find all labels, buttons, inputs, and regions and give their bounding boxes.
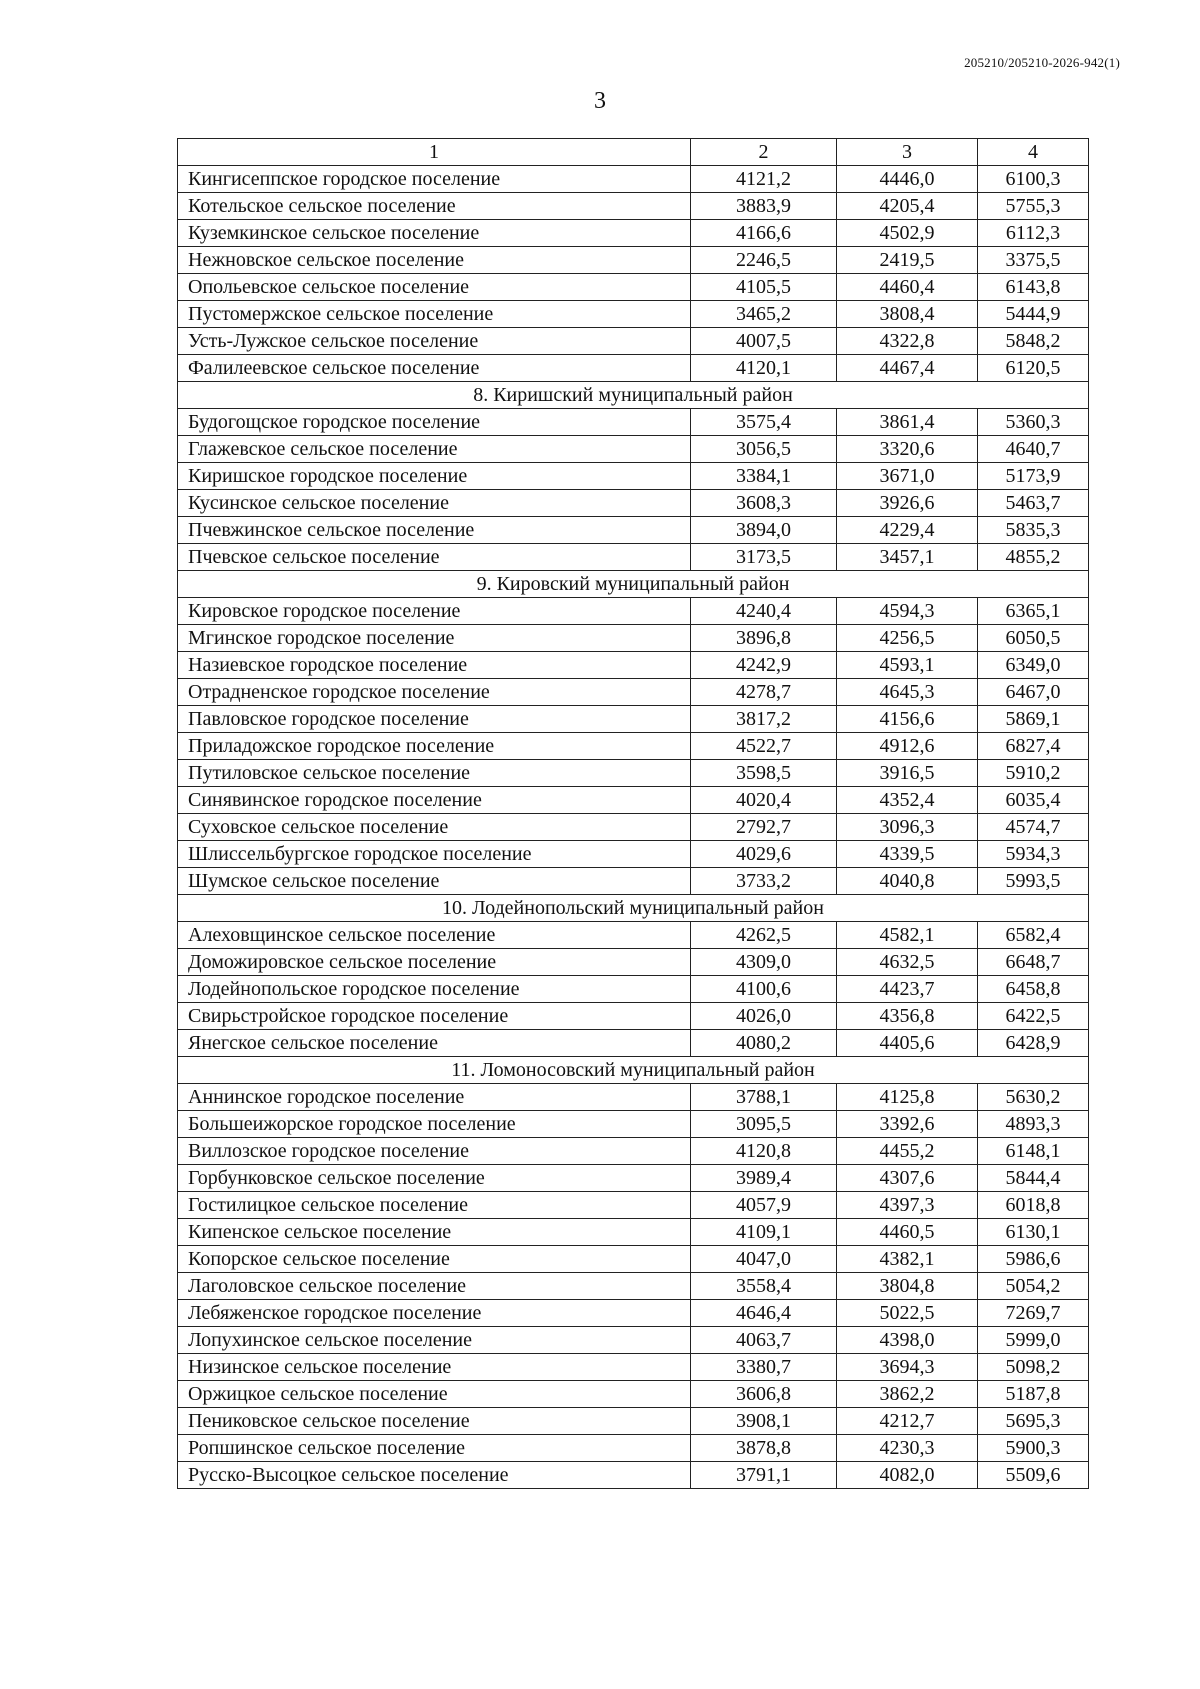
value-col-4-cell: 5993,5	[978, 868, 1089, 895]
value-col-4-cell: 6827,4	[978, 733, 1089, 760]
settlement-name-cell: Отрадненское городское поселение	[178, 679, 691, 706]
value-col-4-cell: 5986,6	[978, 1246, 1089, 1273]
value-col-3-cell: 4912,6	[837, 733, 978, 760]
value-col-2-cell: 2246,5	[691, 247, 837, 274]
value-col-3-cell: 3862,2	[837, 1381, 978, 1408]
value-col-3-cell: 4256,5	[837, 625, 978, 652]
section-row	[178, 895, 1089, 922]
value-col-2-cell: 4047,0	[691, 1246, 837, 1273]
value-col-2-cell: 2792,7	[691, 814, 837, 841]
value-col-2-cell: 3608,3	[691, 490, 837, 517]
value-col-3-cell: 4460,4	[837, 274, 978, 301]
table-row	[178, 1246, 1089, 1273]
settlement-name-cell: Свирьстройское городское поселение	[178, 1003, 691, 1030]
value-col-4-cell: 6035,4	[978, 787, 1089, 814]
settlement-name-cell: Синявинское городское поселение	[178, 787, 691, 814]
value-col-3-cell: 4460,5	[837, 1219, 978, 1246]
settlement-name-cell: Лопухинское сельское поселение	[178, 1327, 691, 1354]
value-col-4-cell: 5869,1	[978, 706, 1089, 733]
settlement-name-cell: Пчевское сельское поселение	[178, 544, 691, 571]
value-col-2-cell: 3894,0	[691, 517, 837, 544]
settlement-name-cell: Большеижорское городское поселение	[178, 1111, 691, 1138]
value-col-2-cell: 3173,5	[691, 544, 837, 571]
settlement-name-cell: Киришское городское поселение	[178, 463, 691, 490]
table-row	[178, 220, 1089, 247]
value-col-3-cell: 4645,3	[837, 679, 978, 706]
value-col-3-cell: 4593,1	[837, 652, 978, 679]
value-col-2-cell: 3878,8	[691, 1435, 837, 1462]
table-row	[178, 328, 1089, 355]
table-row	[178, 922, 1089, 949]
table-row	[178, 436, 1089, 463]
value-col-3-cell: 4397,3	[837, 1192, 978, 1219]
value-col-4-cell: 5054,2	[978, 1273, 1089, 1300]
settlement-name-cell: Усть-Лужское сельское поселение	[178, 328, 691, 355]
value-col-4-cell: 5910,2	[978, 760, 1089, 787]
value-col-3-cell: 4405,6	[837, 1030, 978, 1057]
value-col-4-cell: 6143,8	[978, 274, 1089, 301]
table-row	[178, 274, 1089, 301]
settlement-name-cell: Аннинское городское поселение	[178, 1084, 691, 1111]
settlement-name-cell: Нежновское сельское поселение	[178, 247, 691, 274]
value-col-2-cell: 4120,1	[691, 355, 837, 382]
value-col-4-cell: 6422,5	[978, 1003, 1089, 1030]
value-col-3-cell: 4307,6	[837, 1165, 978, 1192]
value-col-4-cell: 5173,9	[978, 463, 1089, 490]
settlement-name-cell: Шумское сельское поселение	[178, 868, 691, 895]
value-col-3-cell: 4455,2	[837, 1138, 978, 1165]
value-col-2-cell: 4026,0	[691, 1003, 837, 1030]
value-col-4-cell: 5444,9	[978, 301, 1089, 328]
value-col-2-cell: 3380,7	[691, 1354, 837, 1381]
value-col-4-cell: 5360,3	[978, 409, 1089, 436]
value-col-2-cell: 4007,5	[691, 328, 837, 355]
value-col-3-cell: 4382,1	[837, 1246, 978, 1273]
table-row	[178, 1300, 1089, 1327]
value-col-3-cell: 3392,6	[837, 1111, 978, 1138]
table-row	[178, 1435, 1089, 1462]
value-col-3-cell: 4502,9	[837, 220, 978, 247]
value-col-2-cell: 4309,0	[691, 949, 837, 976]
header-cell: 3	[837, 139, 978, 166]
table-row	[178, 1408, 1089, 1435]
value-col-2-cell: 4120,8	[691, 1138, 837, 1165]
header-cell: 4	[978, 139, 1089, 166]
table-row	[178, 1030, 1089, 1057]
table-row	[178, 409, 1089, 436]
value-col-4-cell: 5755,3	[978, 193, 1089, 220]
value-col-4-cell: 6428,9	[978, 1030, 1089, 1057]
value-col-4-cell: 6018,8	[978, 1192, 1089, 1219]
settlement-name-cell: Пениковское сельское поселение	[178, 1408, 691, 1435]
settlement-name-cell: Котельское сельское поселение	[178, 193, 691, 220]
table-row	[178, 841, 1089, 868]
settlement-name-cell: Гостилицкое сельское поселение	[178, 1192, 691, 1219]
table-row	[178, 949, 1089, 976]
value-col-3-cell: 4125,8	[837, 1084, 978, 1111]
table-row	[178, 1003, 1089, 1030]
table-row	[178, 517, 1089, 544]
settlement-name-cell: Опольевское сельское поселение	[178, 274, 691, 301]
value-col-4-cell: 5630,2	[978, 1084, 1089, 1111]
value-col-2-cell: 3883,9	[691, 193, 837, 220]
table-row	[178, 1327, 1089, 1354]
value-col-2-cell: 4020,4	[691, 787, 837, 814]
value-col-3-cell: 4632,5	[837, 949, 978, 976]
value-col-2-cell: 3384,1	[691, 463, 837, 490]
table-row	[178, 1138, 1089, 1165]
document-id: 205210/205210-2026-942(1)	[964, 55, 1120, 70]
value-col-2-cell: 3791,1	[691, 1462, 837, 1489]
table-row	[178, 1084, 1089, 1111]
value-col-2-cell: 4278,7	[691, 679, 837, 706]
value-col-2-cell: 4063,7	[691, 1327, 837, 1354]
value-col-2-cell: 3908,1	[691, 1408, 837, 1435]
settlement-name-cell: Доможировское сельское поселение	[178, 949, 691, 976]
value-col-2-cell: 3095,5	[691, 1111, 837, 1138]
table-row	[178, 1219, 1089, 1246]
table-row	[178, 760, 1089, 787]
value-col-3-cell: 4467,4	[837, 355, 978, 382]
settlement-name-cell: Куземкинское сельское поселение	[178, 220, 691, 247]
settlement-name-cell: Горбунковское сельское поселение	[178, 1165, 691, 1192]
settlement-name-cell: Лодейнопольское городское поселение	[178, 976, 691, 1003]
value-col-4-cell: 5098,2	[978, 1354, 1089, 1381]
value-col-3-cell: 4205,4	[837, 193, 978, 220]
value-col-4-cell: 6130,1	[978, 1219, 1089, 1246]
value-col-3-cell: 5022,5	[837, 1300, 978, 1327]
settlement-name-cell: Мгинское городское поселение	[178, 625, 691, 652]
table-row	[178, 652, 1089, 679]
value-col-4-cell: 4893,3	[978, 1111, 1089, 1138]
settlement-name-cell: Назиевское городское поселение	[178, 652, 691, 679]
value-col-4-cell: 5934,3	[978, 841, 1089, 868]
value-col-3-cell: 4423,7	[837, 976, 978, 1003]
value-col-2-cell: 4240,4	[691, 598, 837, 625]
value-col-2-cell: 4121,2	[691, 166, 837, 193]
table-row	[178, 1192, 1089, 1219]
table-row	[178, 193, 1089, 220]
table-row	[178, 463, 1089, 490]
settlement-name-cell: Оржицкое сельское поселение	[178, 1381, 691, 1408]
value-col-3-cell: 4040,8	[837, 868, 978, 895]
value-col-4-cell: 6467,0	[978, 679, 1089, 706]
settlement-name-cell: Глажевское сельское поселение	[178, 436, 691, 463]
value-col-4-cell: 5900,3	[978, 1435, 1089, 1462]
value-col-3-cell: 3694,3	[837, 1354, 978, 1381]
settlement-name-cell: Кингисеппское городское поселение	[178, 166, 691, 193]
value-col-2-cell: 4100,6	[691, 976, 837, 1003]
settlement-name-cell: Кипенское сельское поселение	[178, 1219, 691, 1246]
value-col-4-cell: 7269,7	[978, 1300, 1089, 1327]
value-col-2-cell: 3575,4	[691, 409, 837, 436]
table-row	[178, 679, 1089, 706]
settlement-name-cell: Виллозское городское поселение	[178, 1138, 691, 1165]
value-col-2-cell: 3896,8	[691, 625, 837, 652]
settlement-name-cell: Суховское сельское поселение	[178, 814, 691, 841]
value-col-4-cell: 5187,8	[978, 1381, 1089, 1408]
table-row	[178, 355, 1089, 382]
value-col-4-cell: 4640,7	[978, 436, 1089, 463]
table-header-row	[178, 139, 1089, 166]
value-col-3-cell: 4356,8	[837, 1003, 978, 1030]
value-col-4-cell: 4574,7	[978, 814, 1089, 841]
value-col-4-cell: 6582,4	[978, 922, 1089, 949]
value-col-2-cell: 4057,9	[691, 1192, 837, 1219]
value-col-3-cell: 4230,3	[837, 1435, 978, 1462]
settlement-name-cell: Низинское сельское поселение	[178, 1354, 691, 1381]
settlement-name-cell: Пустомержское сельское поселение	[178, 301, 691, 328]
value-col-2-cell: 3817,2	[691, 706, 837, 733]
value-col-3-cell: 4446,0	[837, 166, 978, 193]
value-col-2-cell: 3558,4	[691, 1273, 837, 1300]
settlement-name-cell: Лебяженское городское поселение	[178, 1300, 691, 1327]
value-col-4-cell: 5999,0	[978, 1327, 1089, 1354]
value-col-4-cell: 6100,3	[978, 166, 1089, 193]
value-col-3-cell: 4582,1	[837, 922, 978, 949]
table-body	[178, 166, 1089, 1489]
table-row	[178, 787, 1089, 814]
value-col-2-cell: 4109,1	[691, 1219, 837, 1246]
section-row	[178, 571, 1089, 598]
settlement-name-cell: Русско-Высоцкое сельское поселение	[178, 1462, 691, 1489]
value-col-2-cell: 3989,4	[691, 1165, 837, 1192]
value-col-3-cell: 4339,5	[837, 841, 978, 868]
value-col-3-cell: 4398,0	[837, 1327, 978, 1354]
value-col-3-cell: 4082,0	[837, 1462, 978, 1489]
table-row	[178, 814, 1089, 841]
value-col-2-cell: 4166,6	[691, 220, 837, 247]
value-col-2-cell: 4262,5	[691, 922, 837, 949]
table-row	[178, 247, 1089, 274]
value-col-2-cell: 3598,5	[691, 760, 837, 787]
settlement-name-cell: Будогощское городское поселение	[178, 409, 691, 436]
value-col-4-cell: 6349,0	[978, 652, 1089, 679]
settlement-name-cell: Кусинское сельское поселение	[178, 490, 691, 517]
value-col-3-cell: 4212,7	[837, 1408, 978, 1435]
table-row	[178, 976, 1089, 1003]
settlement-name-cell: Ропшинское сельское поселение	[178, 1435, 691, 1462]
value-col-4-cell: 6120,5	[978, 355, 1089, 382]
value-col-3-cell: 3808,4	[837, 301, 978, 328]
value-col-4-cell: 6112,3	[978, 220, 1089, 247]
table-row	[178, 706, 1089, 733]
section-title: 8. Киришский муниципальный район	[178, 382, 1089, 409]
value-col-2-cell: 3733,2	[691, 868, 837, 895]
table-row	[178, 1111, 1089, 1138]
value-col-2-cell: 3465,2	[691, 301, 837, 328]
value-col-3-cell: 4352,4	[837, 787, 978, 814]
value-col-3-cell: 3671,0	[837, 463, 978, 490]
table-row	[178, 625, 1089, 652]
value-col-4-cell: 3375,5	[978, 247, 1089, 274]
value-col-4-cell: 5835,3	[978, 517, 1089, 544]
value-col-2-cell: 4029,6	[691, 841, 837, 868]
value-col-4-cell: 6148,1	[978, 1138, 1089, 1165]
value-col-3-cell: 3861,4	[837, 409, 978, 436]
section-title: 9. Кировский муниципальный район	[178, 571, 1089, 598]
table-row	[178, 1354, 1089, 1381]
table-row	[178, 301, 1089, 328]
value-col-2-cell: 3056,5	[691, 436, 837, 463]
value-col-4-cell: 5844,4	[978, 1165, 1089, 1192]
settlement-name-cell: Пчевжинское сельское поселение	[178, 517, 691, 544]
value-col-3-cell: 3320,6	[837, 436, 978, 463]
value-col-3-cell: 4229,4	[837, 517, 978, 544]
settlement-name-cell: Копорское сельское поселение	[178, 1246, 691, 1273]
section-title: 11. Ломоносовский муниципальный район	[178, 1057, 1089, 1084]
settlement-name-cell: Кировское городское поселение	[178, 598, 691, 625]
value-col-2-cell: 4080,2	[691, 1030, 837, 1057]
value-col-4-cell: 6458,8	[978, 976, 1089, 1003]
value-col-3-cell: 3096,3	[837, 814, 978, 841]
value-col-3-cell: 3916,5	[837, 760, 978, 787]
page-number: 3	[594, 88, 606, 114]
value-col-4-cell: 5509,6	[978, 1462, 1089, 1489]
table-row	[178, 490, 1089, 517]
settlement-name-cell: Янегское сельское поселение	[178, 1030, 691, 1057]
value-col-2-cell: 4646,4	[691, 1300, 837, 1327]
value-col-4-cell: 6365,1	[978, 598, 1089, 625]
table-row	[178, 868, 1089, 895]
settlement-name-cell: Шлиссельбургское городское поселение	[178, 841, 691, 868]
value-col-3-cell: 4594,3	[837, 598, 978, 625]
value-col-2-cell: 4522,7	[691, 733, 837, 760]
value-col-3-cell: 3457,1	[837, 544, 978, 571]
value-col-4-cell: 5463,7	[978, 490, 1089, 517]
value-col-2-cell: 4105,5	[691, 274, 837, 301]
table-row	[178, 598, 1089, 625]
value-col-4-cell: 5695,3	[978, 1408, 1089, 1435]
value-col-3-cell: 3926,6	[837, 490, 978, 517]
value-col-2-cell: 3788,1	[691, 1084, 837, 1111]
value-col-3-cell: 4322,8	[837, 328, 978, 355]
section-row	[178, 1057, 1089, 1084]
value-col-3-cell: 4156,6	[837, 706, 978, 733]
value-col-2-cell: 4242,9	[691, 652, 837, 679]
value-col-4-cell: 6050,5	[978, 625, 1089, 652]
settlement-name-cell: Павловское городское поселение	[178, 706, 691, 733]
header-cell: 1	[178, 139, 691, 166]
value-col-2-cell: 3606,8	[691, 1381, 837, 1408]
value-col-4-cell: 6648,7	[978, 949, 1089, 976]
table-row	[178, 1381, 1089, 1408]
value-col-4-cell: 4855,2	[978, 544, 1089, 571]
table-row	[178, 166, 1089, 193]
table-row	[178, 1273, 1089, 1300]
table-row	[178, 1165, 1089, 1192]
section-row	[178, 382, 1089, 409]
header-cell: 2	[691, 139, 837, 166]
table-row	[178, 1462, 1089, 1489]
settlement-name-cell: Путиловское сельское поселение	[178, 760, 691, 787]
table-row	[178, 733, 1089, 760]
value-col-4-cell: 5848,2	[978, 328, 1089, 355]
settlement-name-cell: Фалилеевское сельское поселение	[178, 355, 691, 382]
data-table	[177, 138, 1089, 1489]
table-row	[178, 544, 1089, 571]
settlement-name-cell: Лаголовское сельское поселение	[178, 1273, 691, 1300]
settlement-name-cell: Приладожское городское поселение	[178, 733, 691, 760]
value-col-3-cell: 3804,8	[837, 1273, 978, 1300]
section-title: 10. Лодейнопольский муниципальный район	[178, 895, 1089, 922]
value-col-3-cell: 2419,5	[837, 247, 978, 274]
settlement-name-cell: Алеховщинское сельское поселение	[178, 922, 691, 949]
